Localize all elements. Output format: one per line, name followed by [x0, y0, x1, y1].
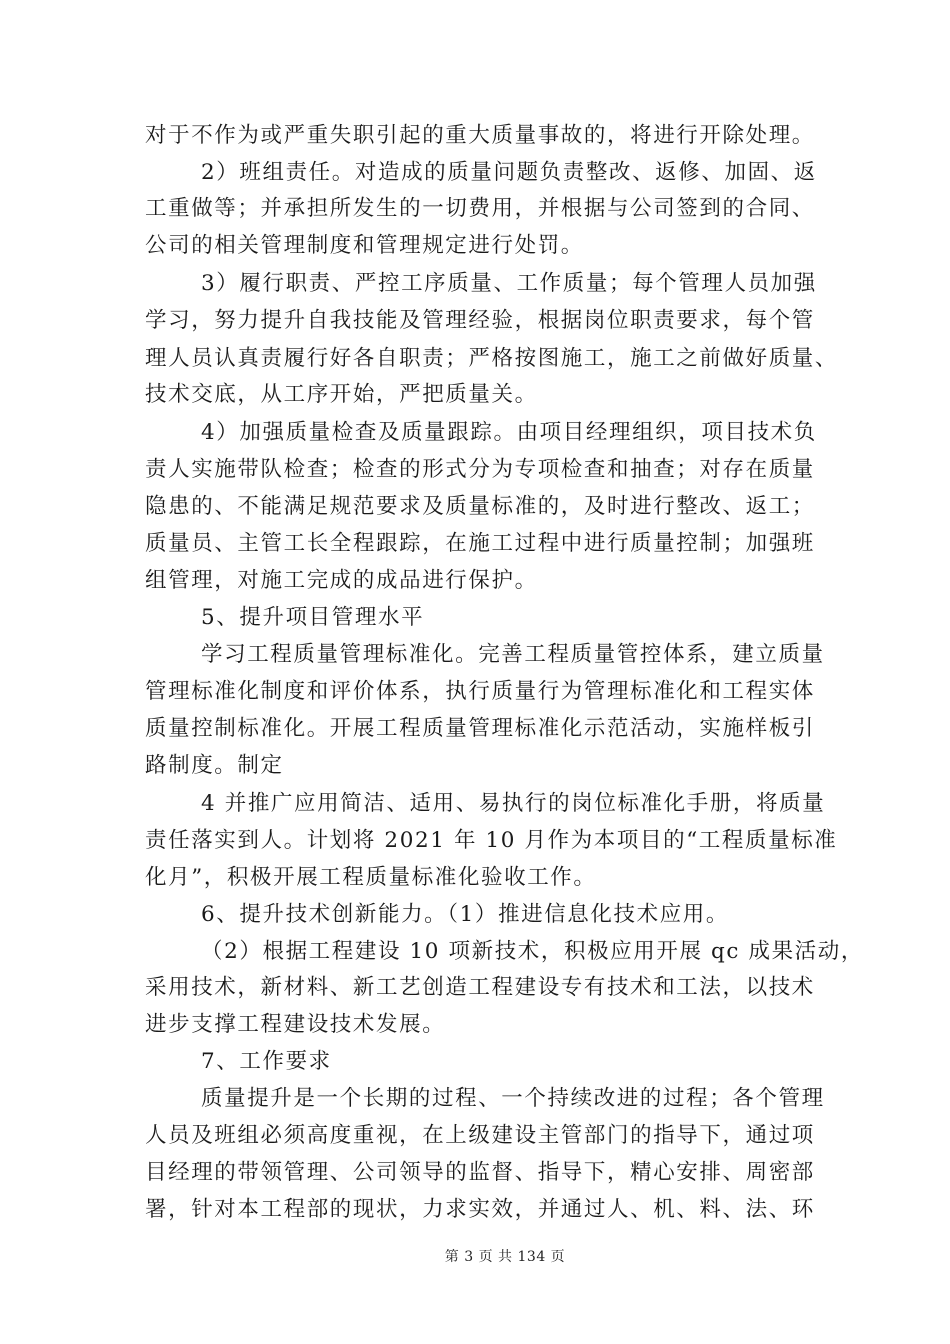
text-line: 2）班组责任。对造成的质量问题负责整改、返修、加固、返 — [201, 160, 817, 185]
text-line: 进步支撑工程建设技术发展。 — [145, 1012, 446, 1037]
section-heading: 6、提升技术创新能力。（1）推进信息化技术应用。 — [201, 902, 730, 927]
text-line: 管理标准化制度和评价体系，执行质量行为管理标准化和工程实体 — [145, 679, 815, 704]
text-line: 路制度。制定 — [145, 753, 284, 778]
text-line: 学习工程质量管理标准化。完善工程质量管控体系，建立质量 — [201, 642, 825, 667]
text-line: 责人实施带队检查；检查的形式分为专项检查和抽查；对存在质量 — [145, 457, 815, 482]
text-line: 质量控制标准化。开展工程质量管理标准化示范活动，实施样板引 — [145, 716, 815, 741]
text-line: 公司的相关管理制度和管理规定进行处罚。 — [145, 233, 584, 258]
text-line: 工重做等；并承担所发生的一切费用，并根据与公司签到的合同、 — [145, 196, 815, 221]
text-line: 技术交底，从工序开始，严把质量关。 — [145, 382, 538, 407]
text-line: 学习，努力提升自我技能及管理经验，根据岗位职责要求，每个管 — [145, 308, 815, 333]
text-line: 目经理的带领管理、公司领导的监督、指导下，精心安排、周密部 — [145, 1160, 815, 1185]
text-line: 理人员认真责履行好各自职责；严格按图施工，施工之前做好质量、 — [145, 346, 839, 371]
text-line: 署，针对本工程部的现状，力求实效，并通过人、机、料、法、环 — [145, 1197, 815, 1222]
text-line: 对于不作为或严重失职引起的重大质量事故的，将进行开除处理。 — [145, 123, 815, 148]
text-line: 3）履行职责、严控工序质量、工作质量；每个管理人员加强 — [201, 271, 817, 296]
section-heading: 7、工作要求 — [201, 1049, 332, 1074]
text-line: 采用技术，新材料、新工艺创造工程建设专有技术和工法，以技术 — [145, 975, 815, 1000]
page-number-footer: 第 3 页 共 134 页 — [444, 1249, 566, 1265]
text-line: 质量员、主管工长全程跟踪，在施工过程中进行质量控制；加强班 — [145, 531, 815, 556]
text-line: 4 并推广应用简洁、适用、易执行的岗位标准化手册，将质量 — [201, 791, 826, 816]
text-line: 责任落实到人。计划将 2021 年 10 月作为本项目的“工程质量标准 — [145, 828, 838, 853]
text-line: 质量提升是一个长期的过程、一个持续改进的过程；各个管理 — [201, 1086, 825, 1111]
text-line: 人员及班组必须高度重视，在上级建设主管部门的指导下，通过项 — [145, 1123, 815, 1148]
text-line: （2）根据工程建设 10 项新技术，积极应用开展 qc 成果活动， — [201, 939, 864, 964]
text-line: 4）加强质量检查及质量跟踪。由项目经理组织，项目技术负 — [201, 420, 817, 445]
text-line: 组管理，对施工完成的成品进行保护。 — [145, 568, 538, 593]
text-line: 化月”，积极开展工程质量标准化验收工作。 — [145, 865, 597, 890]
section-heading: 5、提升项目管理水平 — [201, 605, 425, 630]
text-line: 隐患的、不能满足规范要求及质量标准的，及时进行整改、返工； — [145, 494, 815, 519]
